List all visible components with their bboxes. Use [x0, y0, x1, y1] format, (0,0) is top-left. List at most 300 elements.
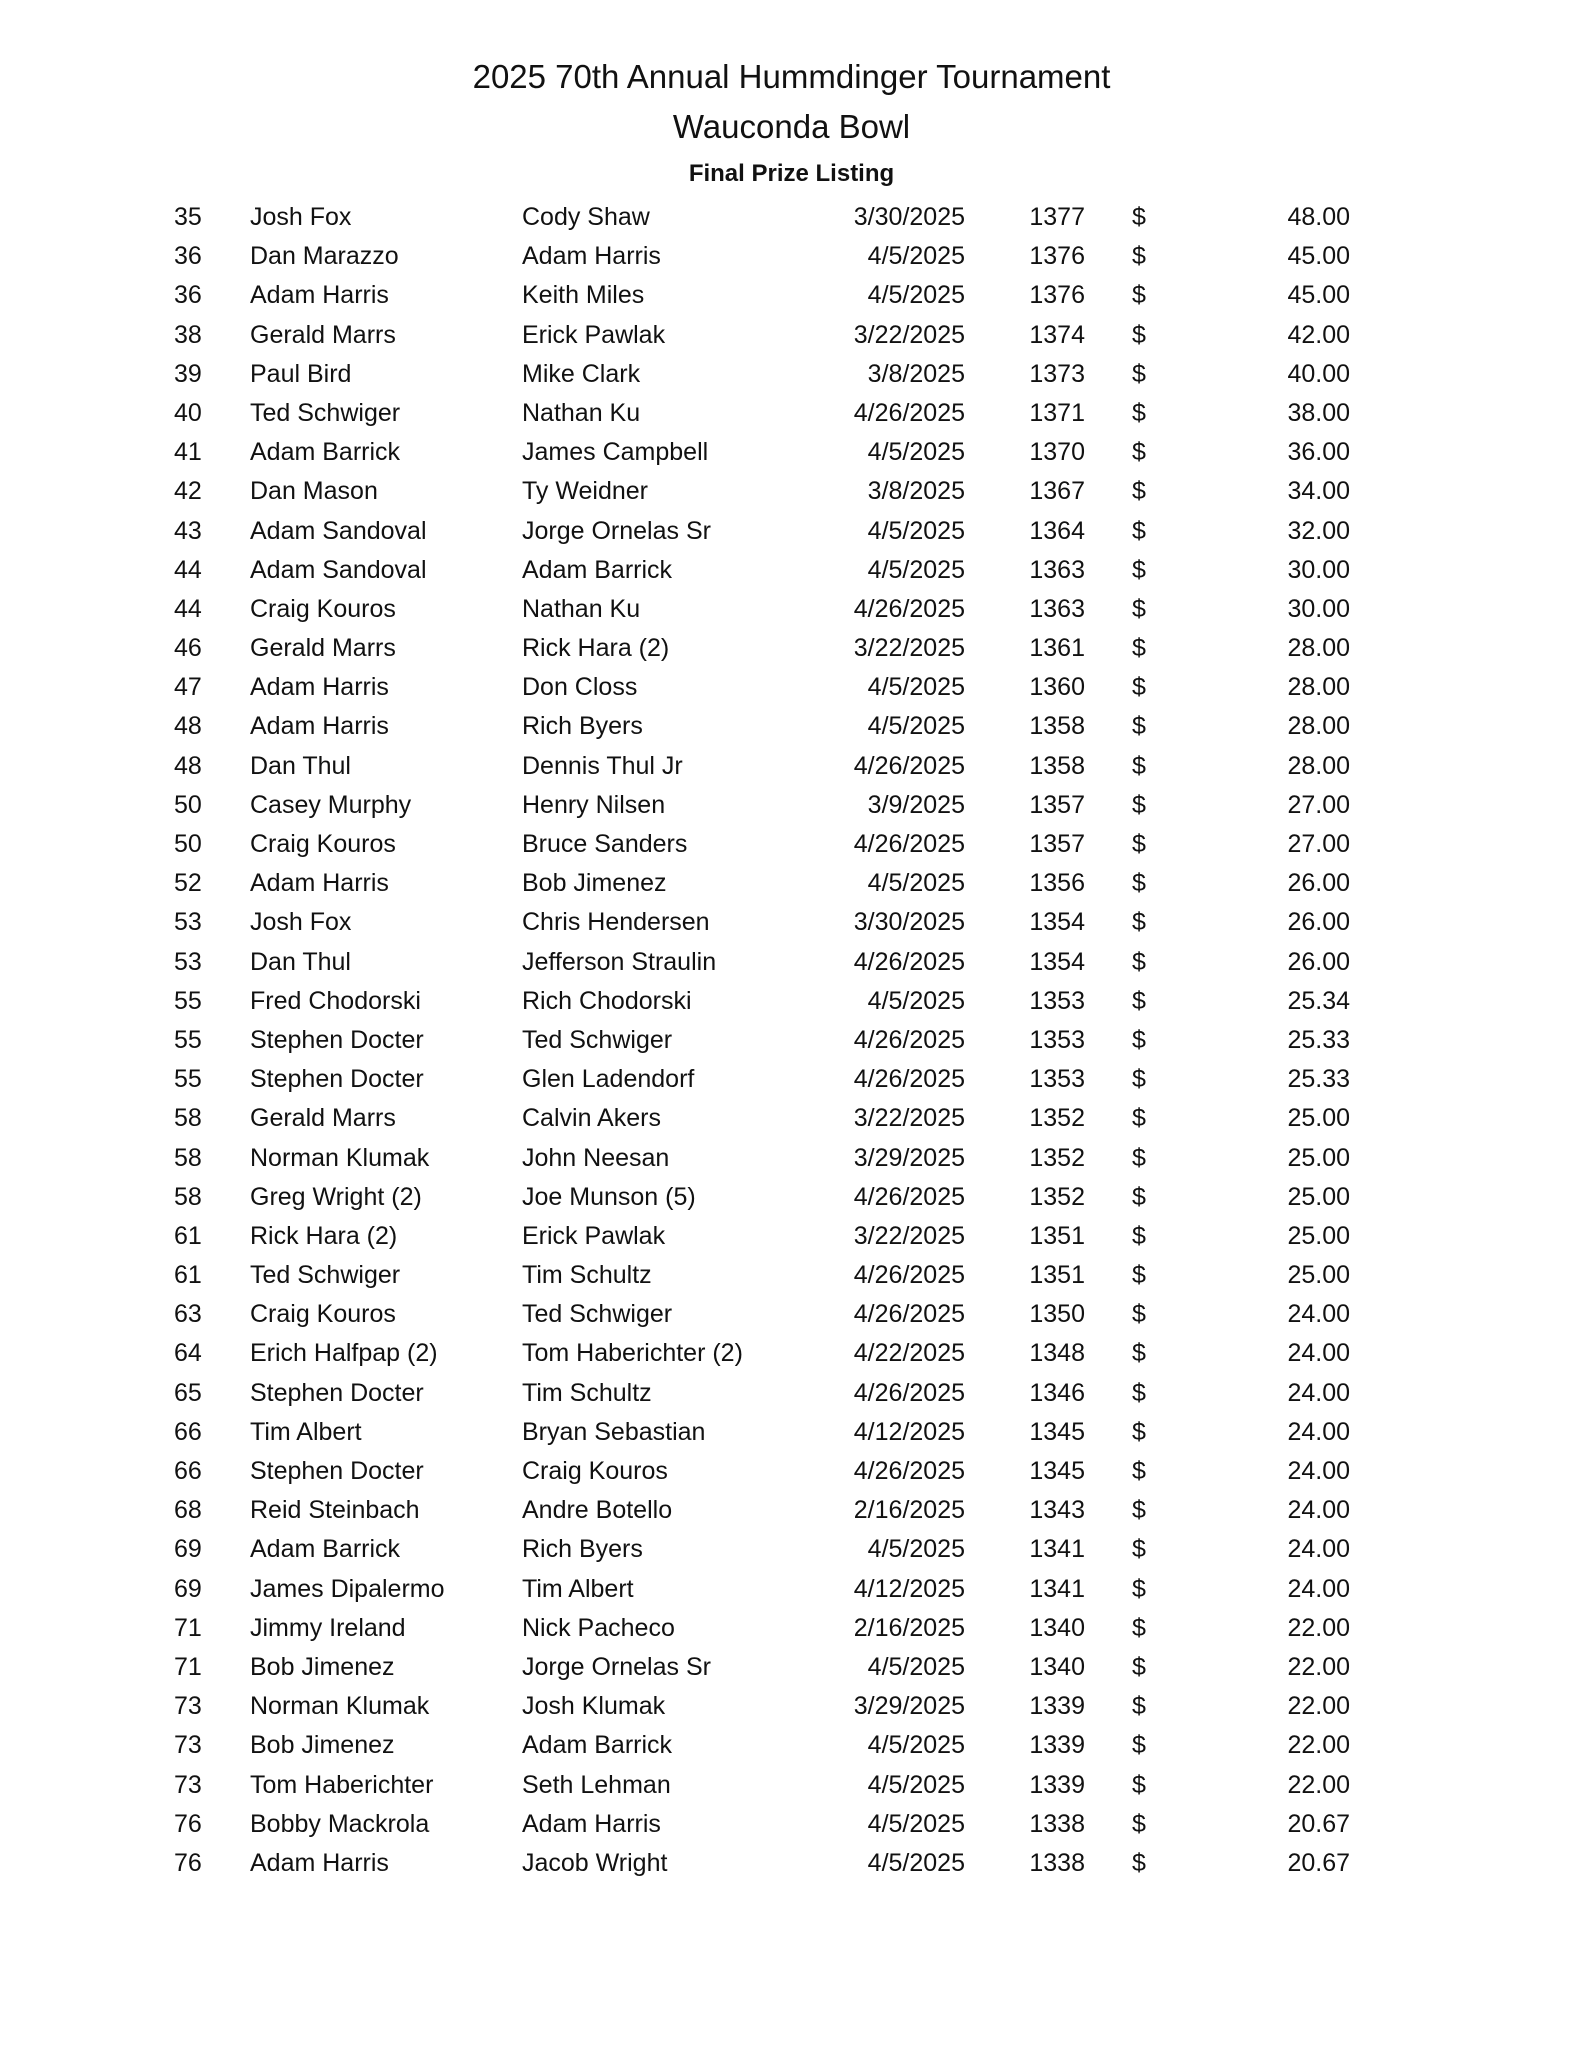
- date-cell: 3/22/2025: [853, 1104, 965, 1133]
- bowler-2-cell: Calvin Akers: [522, 1104, 661, 1133]
- table-row: [0, 786, 1583, 825]
- prize-amount-cell: 36.00: [1287, 438, 1350, 467]
- place-cell: 64: [174, 1339, 202, 1368]
- date-cell: 3/22/2025: [853, 320, 965, 349]
- bowler-2-cell: Bryan Sebastian: [522, 1417, 706, 1446]
- bowler-2-cell: Dennis Thul Jr: [522, 751, 683, 780]
- bowler-1-cell: Norman Klumak: [250, 1692, 430, 1721]
- currency-cell: $: [1132, 751, 1146, 780]
- place-cell: 36: [174, 242, 202, 271]
- bowler-1-cell: Gerald Marrs: [250, 320, 396, 349]
- score-cell: 1361: [1029, 634, 1085, 663]
- prize-amount-cell: 24.00: [1287, 1535, 1350, 1564]
- date-cell: 4/5/2025: [867, 869, 965, 898]
- bowler-1-cell: Stephen Docter: [250, 1378, 424, 1407]
- prize-amount-cell: 24.00: [1287, 1574, 1350, 1603]
- score-cell: 1341: [1029, 1574, 1085, 1603]
- date-cell: 4/26/2025: [853, 594, 965, 623]
- place-cell: 55: [174, 1065, 202, 1094]
- prize-amount-cell: 42.00: [1287, 320, 1350, 349]
- currency-cell: $: [1132, 986, 1146, 1015]
- place-cell: 55: [174, 986, 202, 1015]
- table-row: [0, 394, 1583, 433]
- currency-cell: $: [1132, 477, 1146, 506]
- table-row: [0, 1256, 1583, 1295]
- table-row: [0, 1687, 1583, 1726]
- bowler-2-cell: Nathan Ku: [522, 594, 641, 623]
- score-cell: 1377: [1029, 203, 1085, 231]
- place-cell: 58: [174, 1143, 202, 1172]
- place-cell: 48: [174, 712, 202, 741]
- table-row: [0, 551, 1583, 590]
- place-cell: 66: [174, 1417, 202, 1446]
- score-cell: 1360: [1029, 673, 1085, 702]
- bowler-2-cell: James Campbell: [522, 438, 709, 467]
- table-row: [0, 433, 1583, 472]
- score-cell: 1351: [1029, 1261, 1085, 1290]
- currency-cell: $: [1132, 1731, 1146, 1760]
- bowler-2-cell: John Neesan: [522, 1143, 670, 1172]
- table-row: [0, 237, 1583, 276]
- bowler-2-cell: Bruce Sanders: [522, 830, 688, 858]
- table-row: [0, 1570, 1583, 1609]
- bowler-1-cell: Rick Hara (2): [250, 1221, 398, 1250]
- currency-cell: $: [1132, 594, 1146, 623]
- date-cell: 3/22/2025: [853, 1221, 965, 1250]
- place-cell: 48: [174, 751, 202, 780]
- date-cell: 4/5/2025: [867, 516, 965, 545]
- bowler-1-cell: Adam Harris: [250, 281, 389, 310]
- bowler-1-cell: Josh Fox: [250, 908, 352, 937]
- bowler-1-cell: Ted Schwiger: [250, 398, 401, 427]
- bowler-2-cell: Nick Pacheco: [522, 1613, 675, 1642]
- place-cell: 73: [174, 1770, 202, 1799]
- bowler-1-cell: Bob Jimenez: [250, 1731, 395, 1760]
- date-cell: 4/5/2025: [867, 712, 965, 741]
- date-cell: 3/29/2025: [853, 1692, 965, 1721]
- place-cell: 76: [174, 1809, 202, 1838]
- score-cell: 1339: [1029, 1770, 1085, 1799]
- place-cell: 41: [174, 438, 202, 467]
- prize-amount-cell: 27.00: [1287, 830, 1350, 858]
- bowler-1-cell: Craig Kouros: [250, 1300, 396, 1329]
- bowler-2-cell: Rich Chodorski: [522, 986, 692, 1015]
- table-row: [0, 1766, 1583, 1805]
- prize-amount-cell: 22.00: [1287, 1613, 1350, 1642]
- currency-cell: $: [1132, 1261, 1146, 1290]
- table-row: [0, 355, 1583, 394]
- score-cell: 1345: [1029, 1457, 1085, 1485]
- bowler-1-cell: Stephen Docter: [250, 1025, 424, 1054]
- score-cell: 1363: [1029, 555, 1085, 584]
- currency-cell: $: [1132, 516, 1146, 545]
- currency-cell: $: [1132, 869, 1146, 898]
- table-row: [0, 1452, 1583, 1491]
- table-row: [0, 1374, 1583, 1413]
- prize-amount-cell: 28.00: [1287, 634, 1350, 663]
- table-row: [0, 1609, 1583, 1648]
- date-cell: 4/26/2025: [853, 398, 965, 427]
- currency-cell: $: [1132, 1613, 1146, 1642]
- prize-amount-cell: 24.00: [1287, 1300, 1350, 1329]
- section-heading: Final Prize Listing: [688, 160, 895, 187]
- bowler-2-cell: Seth Lehman: [522, 1770, 671, 1799]
- date-cell: 4/26/2025: [853, 1065, 965, 1094]
- bowler-2-cell: Rich Byers: [522, 1535, 643, 1564]
- bowler-1-cell: Bob Jimenez: [250, 1652, 395, 1681]
- bowler-2-cell: Josh Klumak: [522, 1692, 666, 1721]
- table-row: [0, 1295, 1583, 1334]
- place-cell: 53: [174, 947, 202, 976]
- date-cell: 2/16/2025: [853, 1613, 965, 1642]
- bowler-1-cell: Dan Thul: [250, 947, 351, 976]
- place-cell: 52: [174, 869, 202, 898]
- score-cell: 1371: [1029, 398, 1085, 427]
- score-cell: 1352: [1029, 1182, 1085, 1211]
- place-cell: 38: [174, 320, 202, 349]
- date-cell: 3/29/2025: [853, 1143, 965, 1172]
- table-row: [0, 276, 1583, 315]
- date-cell: 4/5/2025: [867, 281, 965, 310]
- date-cell: 3/30/2025: [853, 203, 965, 231]
- place-cell: 76: [174, 1848, 202, 1877]
- place-cell: 53: [174, 908, 202, 937]
- date-cell: 4/5/2025: [867, 1652, 965, 1681]
- bowler-2-cell: Tim Albert: [522, 1574, 634, 1603]
- place-cell: 36: [174, 281, 202, 310]
- prize-amount-cell: 22.00: [1287, 1770, 1350, 1799]
- currency-cell: $: [1132, 1496, 1146, 1525]
- bowler-2-cell: Bob Jimenez: [522, 869, 667, 898]
- place-cell: 68: [174, 1496, 202, 1525]
- currency-cell: $: [1132, 1809, 1146, 1838]
- currency-cell: $: [1132, 281, 1146, 310]
- table-row: [0, 1178, 1583, 1217]
- table-row: [0, 472, 1583, 511]
- score-cell: 1376: [1029, 242, 1085, 271]
- currency-cell: $: [1132, 320, 1146, 349]
- prize-amount-cell: 22.00: [1287, 1731, 1350, 1760]
- date-cell: 4/26/2025: [853, 1300, 965, 1329]
- table-row: [0, 668, 1583, 707]
- prize-amount-cell: 28.00: [1287, 751, 1350, 780]
- date-cell: 4/5/2025: [867, 1848, 965, 1877]
- bowler-2-cell: Craig Kouros: [522, 1457, 668, 1485]
- prize-amount-cell: 25.33: [1287, 1065, 1350, 1094]
- date-cell: 4/5/2025: [867, 438, 965, 467]
- currency-cell: $: [1132, 438, 1146, 467]
- score-cell: 1338: [1029, 1809, 1085, 1838]
- score-cell: 1353: [1029, 1025, 1085, 1054]
- date-cell: 4/5/2025: [867, 673, 965, 702]
- score-cell: 1348: [1029, 1339, 1085, 1368]
- place-cell: 50: [174, 790, 202, 819]
- prize-amount-cell: 30.00: [1287, 594, 1350, 623]
- date-cell: 2/16/2025: [853, 1496, 965, 1525]
- score-cell: 1357: [1029, 790, 1085, 819]
- prize-amount-cell: 26.00: [1287, 908, 1350, 937]
- date-cell: 3/22/2025: [853, 634, 965, 663]
- prize-amount-cell: 30.00: [1287, 555, 1350, 584]
- table-row: [0, 1805, 1583, 1844]
- place-cell: 61: [174, 1221, 202, 1250]
- place-cell: 43: [174, 516, 202, 545]
- currency-cell: $: [1132, 908, 1146, 937]
- place-cell: 69: [174, 1574, 202, 1603]
- score-cell: 1345: [1029, 1417, 1085, 1446]
- prize-amount-cell: 25.00: [1287, 1261, 1350, 1290]
- table-row: [0, 1530, 1583, 1569]
- score-cell: 1351: [1029, 1221, 1085, 1250]
- prize-amount-cell: 34.00: [1287, 477, 1350, 506]
- prize-amount-cell: 25.00: [1287, 1104, 1350, 1133]
- score-cell: 1373: [1029, 359, 1085, 388]
- bowler-1-cell: Gerald Marrs: [250, 634, 396, 663]
- place-cell: 63: [174, 1300, 202, 1329]
- prize-amount-cell: 48.00: [1287, 203, 1350, 231]
- score-cell: 1358: [1029, 712, 1085, 741]
- document-subtitle: Wauconda Bowl: [672, 108, 911, 145]
- bowler-2-cell: Jorge Ornelas Sr: [522, 516, 711, 545]
- currency-cell: $: [1132, 1848, 1146, 1877]
- table-row: [0, 629, 1583, 668]
- score-cell: 1376: [1029, 281, 1085, 310]
- place-cell: 44: [174, 555, 202, 584]
- date-cell: 4/26/2025: [853, 1182, 965, 1211]
- bowler-1-cell: Adam Harris: [250, 673, 389, 702]
- bowler-1-cell: Adam Barrick: [250, 438, 401, 467]
- prize-amount-cell: 22.00: [1287, 1652, 1350, 1681]
- bowler-1-cell: Craig Kouros: [250, 830, 396, 858]
- currency-cell: $: [1132, 203, 1146, 231]
- prize-amount-cell: 25.34: [1287, 986, 1350, 1015]
- table-row: [0, 903, 1583, 942]
- bowler-2-cell: Tom Haberichter (2): [522, 1339, 743, 1368]
- place-cell: 65: [174, 1378, 202, 1407]
- table-row: [0, 825, 1583, 864]
- score-cell: 1341: [1029, 1535, 1085, 1564]
- score-cell: 1352: [1029, 1104, 1085, 1133]
- date-cell: 4/5/2025: [867, 986, 965, 1015]
- place-cell: 39: [174, 359, 202, 388]
- bowler-2-cell: Ty Weidner: [522, 477, 648, 506]
- currency-cell: $: [1132, 830, 1146, 858]
- score-cell: 1354: [1029, 947, 1085, 976]
- bowler-1-cell: Jimmy Ireland: [250, 1613, 406, 1642]
- bowler-1-cell: Adam Sandoval: [250, 516, 427, 545]
- bowler-1-cell: Dan Mason: [250, 477, 378, 506]
- currency-cell: $: [1132, 1378, 1146, 1407]
- bowler-2-cell: Andre Botello: [522, 1496, 673, 1525]
- table-row: [0, 707, 1583, 746]
- place-cell: 73: [174, 1692, 202, 1721]
- place-cell: 44: [174, 594, 202, 623]
- place-cell: 40: [174, 398, 202, 427]
- table-row: [0, 1021, 1583, 1060]
- place-cell: 42: [174, 477, 202, 506]
- score-cell: 1358: [1029, 751, 1085, 780]
- score-cell: 1357: [1029, 830, 1085, 858]
- bowler-1-cell: Erich Halfpap (2): [250, 1339, 438, 1368]
- prize-amount-cell: 24.00: [1287, 1339, 1350, 1368]
- prize-amount-cell: 25.00: [1287, 1182, 1350, 1211]
- score-cell: 1338: [1029, 1848, 1085, 1877]
- bowler-1-cell: Craig Kouros: [250, 594, 396, 623]
- date-cell: 3/30/2025: [853, 908, 965, 937]
- bowler-2-cell: Joe Munson (5): [522, 1182, 696, 1211]
- bowler-1-cell: Casey Murphy: [250, 790, 412, 819]
- prize-amount-cell: 26.00: [1287, 869, 1350, 898]
- currency-cell: $: [1132, 1339, 1146, 1368]
- bowler-2-cell: Nathan Ku: [522, 398, 641, 427]
- currency-cell: $: [1132, 398, 1146, 427]
- bowler-1-cell: Reid Steinbach: [250, 1496, 420, 1525]
- table-row: [0, 1491, 1583, 1530]
- prize-amount-cell: 24.00: [1287, 1378, 1350, 1407]
- prize-table: [0, 198, 1583, 1883]
- prize-amount-cell: 22.00: [1287, 1692, 1350, 1721]
- date-cell: 4/26/2025: [853, 751, 965, 780]
- prize-amount-cell: 26.00: [1287, 947, 1350, 976]
- bowler-2-cell: Rich Byers: [522, 712, 643, 741]
- score-cell: 1370: [1029, 438, 1085, 467]
- table-row: [0, 1334, 1583, 1373]
- place-cell: 58: [174, 1104, 202, 1133]
- currency-cell: $: [1132, 555, 1146, 584]
- currency-cell: $: [1132, 1104, 1146, 1133]
- bowler-1-cell: Tim Albert: [250, 1417, 362, 1446]
- place-cell: 55: [174, 1025, 202, 1054]
- bowler-2-cell: Adam Barrick: [522, 555, 673, 584]
- date-cell: 4/26/2025: [853, 1025, 965, 1054]
- bowler-1-cell: Paul Bird: [250, 359, 352, 388]
- date-cell: 4/26/2025: [853, 830, 965, 858]
- prize-amount-cell: 24.00: [1287, 1496, 1350, 1525]
- place-cell: 66: [174, 1457, 202, 1485]
- score-cell: 1343: [1029, 1496, 1085, 1525]
- score-cell: 1352: [1029, 1143, 1085, 1172]
- score-cell: 1353: [1029, 986, 1085, 1015]
- prize-amount-cell: 20.67: [1287, 1809, 1350, 1838]
- currency-cell: $: [1132, 1025, 1146, 1054]
- score-cell: 1374: [1029, 320, 1085, 349]
- currency-cell: $: [1132, 242, 1146, 271]
- document-title: 2025 70th Annual Hummdinger Tournament: [472, 58, 1111, 95]
- date-cell: 4/5/2025: [867, 1809, 965, 1838]
- currency-cell: $: [1132, 1143, 1146, 1172]
- score-cell: 1340: [1029, 1652, 1085, 1681]
- score-cell: 1339: [1029, 1731, 1085, 1760]
- table-row: [0, 1726, 1583, 1765]
- bowler-2-cell: Henry Nilsen: [522, 790, 666, 819]
- bowler-2-cell: Keith Miles: [522, 281, 645, 310]
- bowler-1-cell: Dan Thul: [250, 751, 351, 780]
- bowler-2-cell: Ted Schwiger: [522, 1025, 673, 1054]
- bowler-2-cell: Cody Shaw: [522, 203, 650, 231]
- place-cell: 61: [174, 1261, 202, 1290]
- prize-amount-cell: 24.00: [1287, 1417, 1350, 1446]
- bowler-2-cell: Chris Hendersen: [522, 908, 710, 937]
- date-cell: 4/26/2025: [853, 1261, 965, 1290]
- bowler-1-cell: Stephen Docter: [250, 1065, 424, 1094]
- bowler-1-cell: Norman Klumak: [250, 1143, 430, 1172]
- table-row: [0, 198, 1583, 237]
- bowler-2-cell: Erick Pawlak: [522, 1221, 666, 1250]
- score-cell: 1363: [1029, 594, 1085, 623]
- bowler-2-cell: Jefferson Straulin: [522, 947, 717, 976]
- bowler-1-cell: Adam Harris: [250, 1848, 389, 1877]
- place-cell: 46: [174, 634, 202, 663]
- date-cell: 4/22/2025: [853, 1339, 965, 1368]
- place-cell: 58: [174, 1182, 202, 1211]
- table-row: [0, 943, 1583, 982]
- bowler-1-cell: Adam Harris: [250, 712, 389, 741]
- currency-cell: $: [1132, 1457, 1146, 1485]
- score-cell: 1367: [1029, 477, 1085, 506]
- score-cell: 1364: [1029, 516, 1085, 545]
- score-cell: 1354: [1029, 908, 1085, 937]
- currency-cell: $: [1132, 634, 1146, 663]
- date-cell: 3/8/2025: [867, 477, 965, 506]
- bowler-2-cell: Jacob Wright: [522, 1848, 668, 1877]
- currency-cell: $: [1132, 359, 1146, 388]
- place-cell: 71: [174, 1652, 202, 1681]
- bowler-1-cell: Adam Sandoval: [250, 555, 427, 584]
- bowler-2-cell: Don Closs: [522, 673, 638, 702]
- bowler-1-cell: Greg Wright (2): [250, 1182, 422, 1211]
- bowler-2-cell: Adam Barrick: [522, 1731, 673, 1760]
- bowler-1-cell: Ted Schwiger: [250, 1261, 401, 1290]
- date-cell: 4/12/2025: [853, 1417, 965, 1446]
- date-cell: 4/12/2025: [853, 1574, 965, 1603]
- date-cell: 4/5/2025: [867, 555, 965, 584]
- bowler-2-cell: Tim Schultz: [522, 1261, 652, 1290]
- prize-amount-cell: 32.00: [1287, 516, 1350, 545]
- bowler-1-cell: Dan Marazzo: [250, 242, 399, 271]
- score-cell: 1346: [1029, 1378, 1085, 1407]
- table-row: [0, 512, 1583, 551]
- date-cell: 4/5/2025: [867, 1731, 965, 1760]
- table-row: [0, 316, 1583, 355]
- prize-amount-cell: 45.00: [1287, 242, 1350, 271]
- bowler-1-cell: James Dipalermo: [250, 1574, 445, 1603]
- currency-cell: $: [1132, 673, 1146, 702]
- currency-cell: $: [1132, 947, 1146, 976]
- bowler-1-cell: Adam Harris: [250, 869, 389, 898]
- table-row: [0, 590, 1583, 629]
- date-cell: 4/5/2025: [867, 242, 965, 271]
- prize-amount-cell: 25.00: [1287, 1221, 1350, 1250]
- bowler-2-cell: Mike Clark: [522, 359, 641, 388]
- table-row: [0, 982, 1583, 1021]
- table-row: [0, 1844, 1583, 1883]
- date-cell: 4/5/2025: [867, 1770, 965, 1799]
- prize-amount-cell: 38.00: [1287, 398, 1350, 427]
- currency-cell: $: [1132, 1065, 1146, 1094]
- currency-cell: $: [1132, 1182, 1146, 1211]
- bowler-2-cell: Adam Harris: [522, 1809, 661, 1838]
- table-row: [0, 747, 1583, 786]
- score-cell: 1356: [1029, 869, 1085, 898]
- score-cell: 1353: [1029, 1065, 1085, 1094]
- date-cell: 4/5/2025: [867, 1535, 965, 1564]
- bowler-1-cell: Josh Fox: [250, 203, 352, 231]
- date-cell: 4/26/2025: [853, 1378, 965, 1407]
- currency-cell: $: [1132, 1221, 1146, 1250]
- bowler-2-cell: Ted Schwiger: [522, 1300, 673, 1329]
- date-cell: 3/8/2025: [867, 359, 965, 388]
- bowler-2-cell: Tim Schultz: [522, 1378, 652, 1407]
